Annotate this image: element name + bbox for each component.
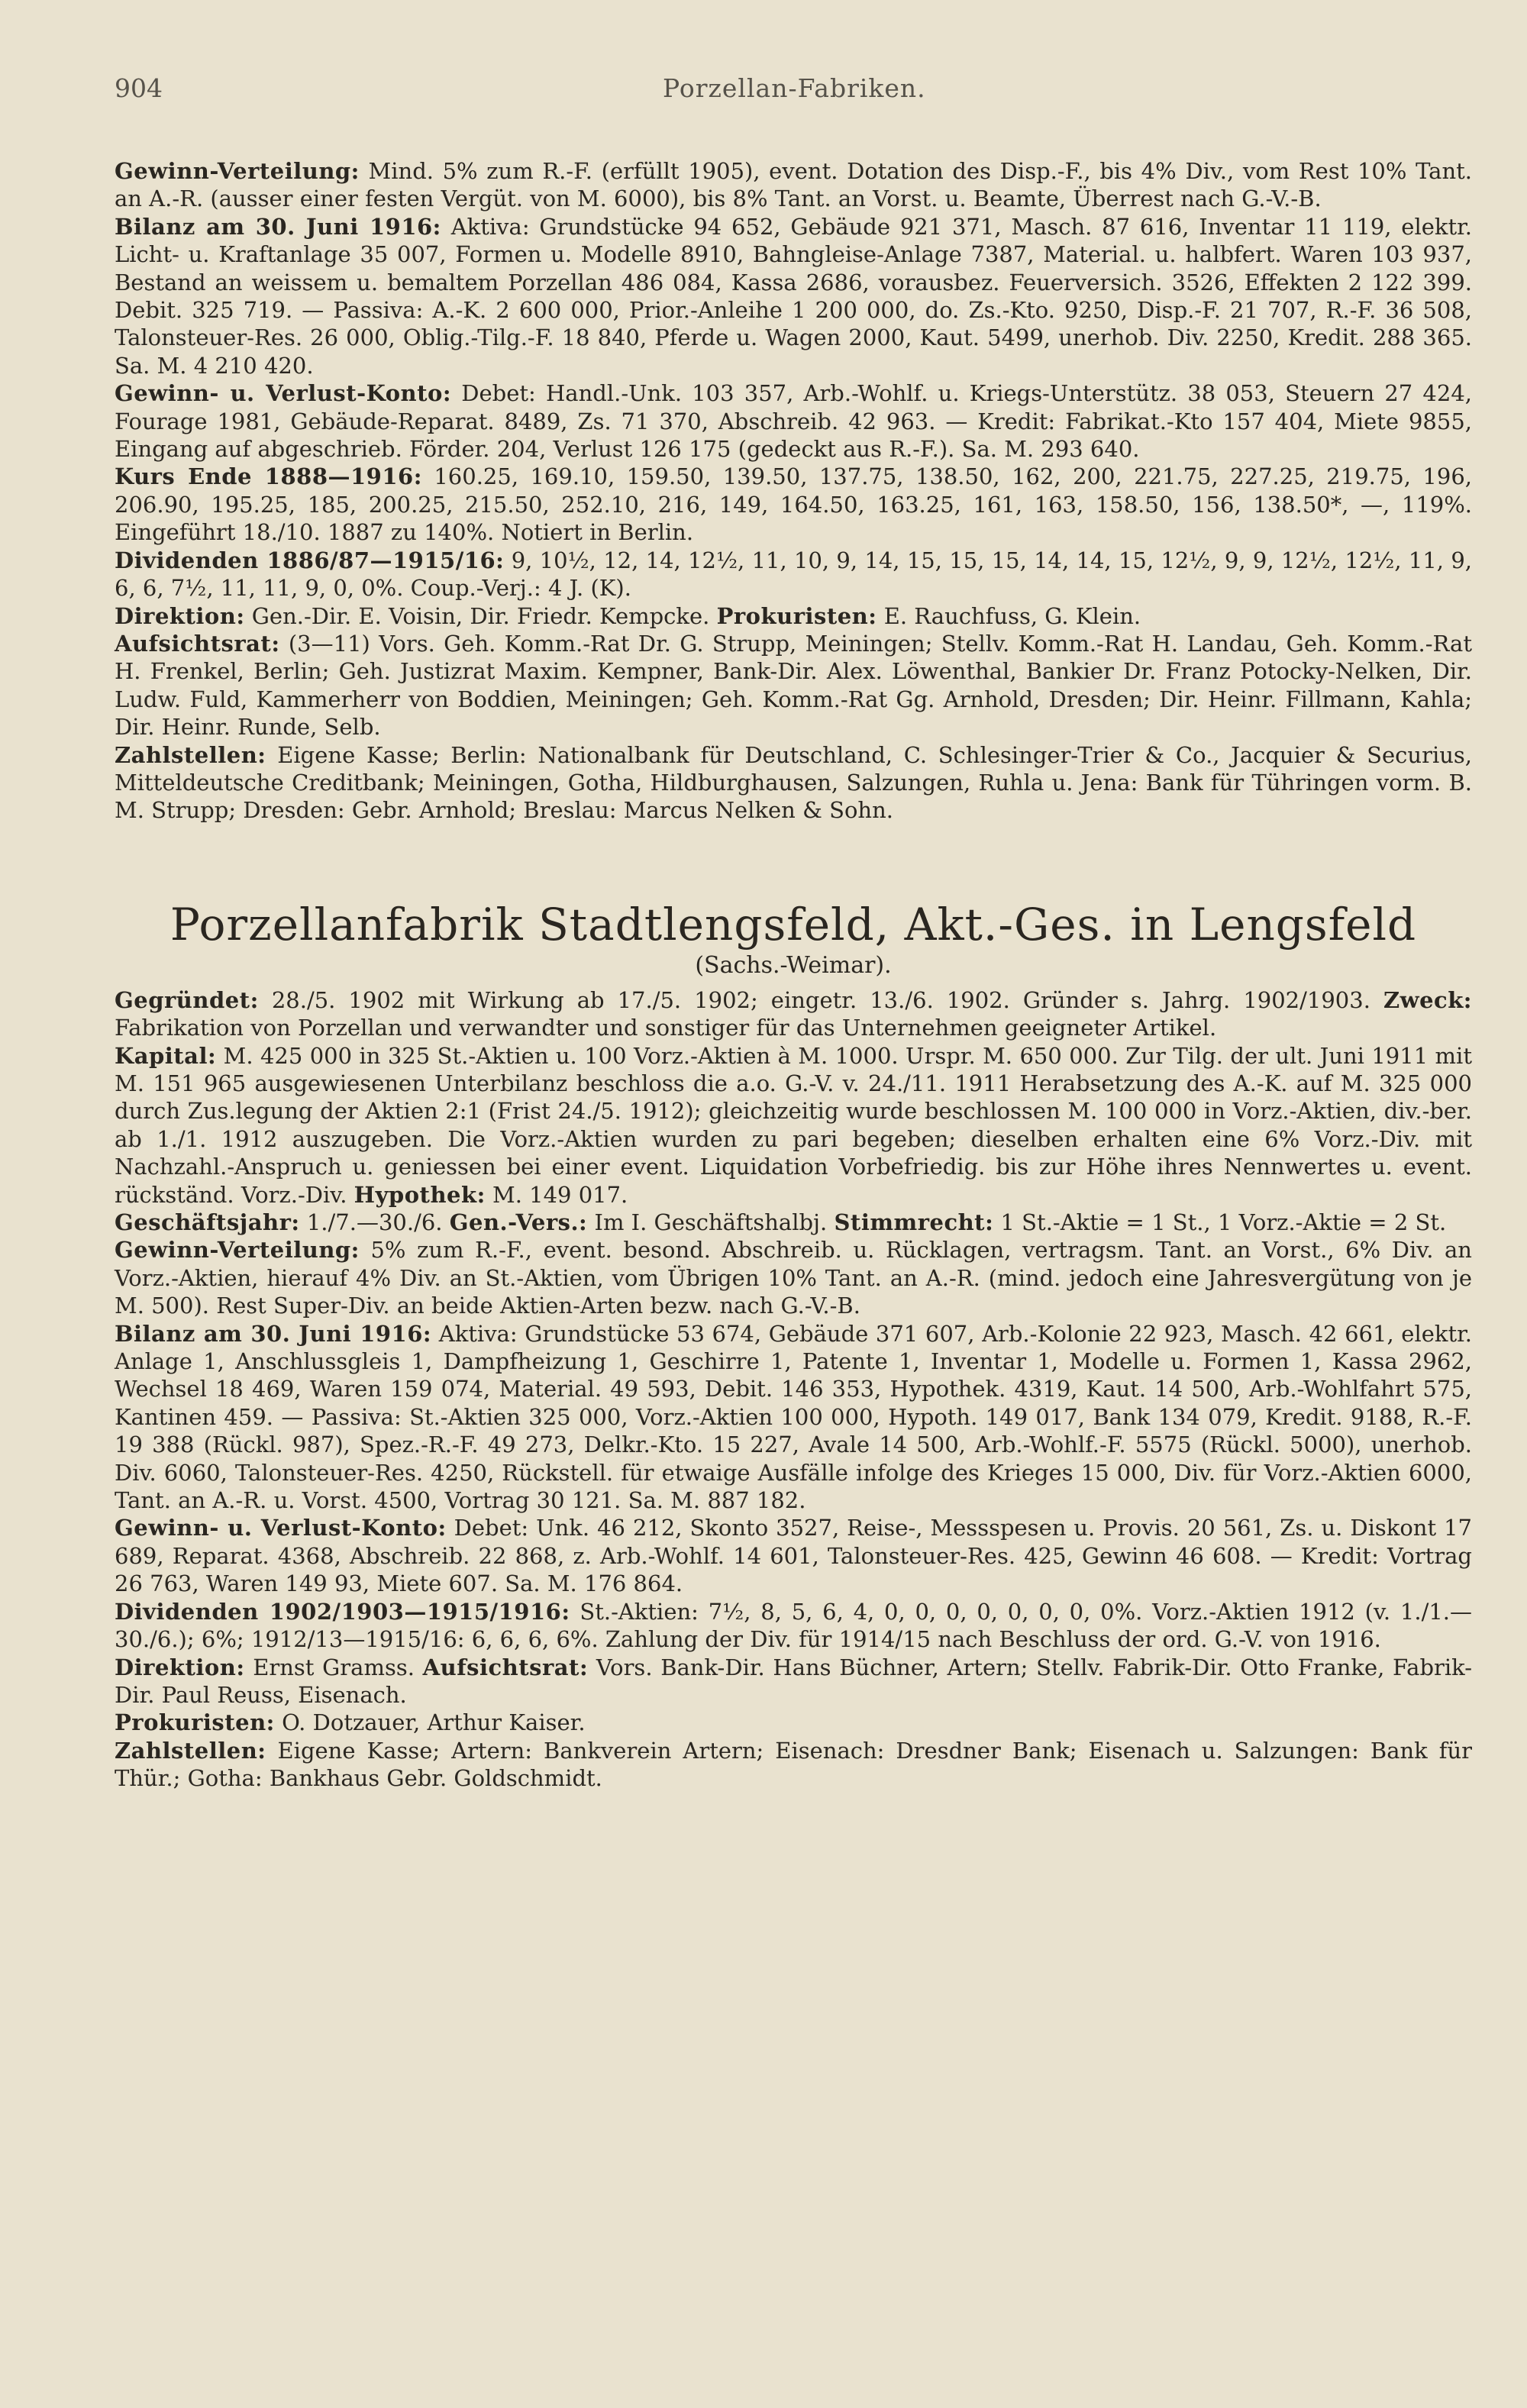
- c2-prok-text: O. Dotzauer, Arthur Kaiser.: [282, 1709, 586, 1736]
- c2-hyp-label: Hypothek:: [354, 1181, 486, 1208]
- c2-div-text: St.-Aktien: 7½, 8, 5, 6, 4, 0, 0, 0, 0, 0, 0, 0, 0%. Vorz.-Aktien 1912 (v. 1./1.—30./6.); 6%; 1912/13—1915/16: 6, 6, 6, 6%. Zahlung der Div. für 1914/15 nach Beschluss der ord. G.-V. von 1916.: [115, 1598, 1473, 1653]
- c2-stimm-label: Stimmrecht:: [834, 1209, 994, 1235]
- c2-gv-text: Debet: Unk. 46 212, Skonto 3527, Reise-, Messspesen u. Provis. 20 561, Zs. u. Diskont 17 689, Reparat. 4368, Abschreib. 22 868, z. Arb.-Wohlf. 14 601, Talonsteuer-Res. 425, Gewinn 46 608. — Kredit: Vortrag 26 763, Waren 149 93, Miete 607. Sa. M. 176 864.: [115, 1515, 1472, 1597]
- c2-prokuristen: [115, 1709, 1472, 1736]
- c1-dividenden: [115, 547, 1472, 602]
- c2-gegruendet: [115, 986, 1472, 1042]
- c2-gewinn-text: 5% zum R.-F., event. besond. Abschreib. u. Rücklagen, vertragsm. Tant. an Vorst., 6% Div. an Vorz.-Aktien, hierauf 4% Div. an St.-Aktien, vom Übrigen 10% Tant. an A.-R. (mind. jedoch eine Jahresvergütung von je M. 500). Rest Super-Div. an beide Aktien-Arten bezw. nach G.-V.-B.: [115, 1237, 1472, 1319]
- c2-dir-text: Ernst Gramss.: [253, 1654, 415, 1680]
- c2-aufs-text: Vors. Bank-Dir. Hans Büchner, Artern; Stellv. Fabrik-Dir. Otto Franke, Fabrik-Dir. Paul Reuss, Eisenach.: [115, 1654, 1473, 1708]
- c1-zahl-text: Eigene Kasse; Berlin: Nationalbank für Deutschland, C. Schlesinger-Trier & Co., Jacquier & Securius, Mitteldeutsche Creditbank; Meiningen, Gotha, Hildburghausen, Salzungen, Ruhla u. Jena: Bank für Tühringen vorm. B. M. Strupp; Dresden: Gebr. Arnhold; Breslau: Marcus Nelken & Sohn.: [115, 741, 1472, 824]
- c2-gegr-label: Gegründet:: [115, 986, 259, 1013]
- c1-gewinn-verteilung: [115, 157, 1472, 213]
- c2-dir-label: Direktion:: [115, 1654, 245, 1680]
- c2-div-label: Dividenden 1902/1903—1915/1916:: [115, 1598, 570, 1625]
- c1-kurs-text: 160.25, 169.10, 159.50, 139.50, 137.75, 138.50, 162, 200, 221.75, 227.25, 219.75, 196, 206.90, 195.25, 185, 200.25, 215.50, 252.10, 216, 149, 164.50, 163.25, 161, 163, 158.50, 156, 138.50*, —, 119%. Eingeführt 18./10. 1887 zu 140%. Notiert in Berlin.: [115, 463, 1473, 546]
- c2-kap-text: M. 425 000 in 325 St.-Aktien u. 100 Vorz.-Aktien à M. 1000. Urspr. M. 650 000. Zur Tilg. der ult. Juni 1911 mit M. 151 965 ausgewiesenen Unterbilanz beschloss die a.o. G.-V. v. 24./11. 1911 Herabsetzung des A.-K. auf M. 325 000 durch Zus.legung der Aktien 2:1 (Frist 24./5. 1912); gleichzeitig wurde beschlossen M. 100 000 in Vorz.-Aktien, div.-ber. ab 1./1. 1912 auszugeben. Die Vorz.-Aktien wurden zu pari begeben; dieselben erhalten eine 6% Vorz.-Div. mit Nachzahl.-Anspruch u. geniessen bei einer event. Liquidation Vorbefriedig. bis zur Höhe ihres Nennwertes u. event. rückständ. Vorz.-Div.: [115, 1042, 1472, 1208]
- c2-gj-label: Geschäftsjahr:: [115, 1209, 300, 1235]
- c1-dir-label: Direktion:: [115, 602, 245, 629]
- c1-gv-label: Gewinn- u. Verlust-Konto:: [115, 380, 452, 407]
- c2-prok-label: Prokuristen:: [115, 1709, 275, 1736]
- c2-gj-text: 1./7.—30./6.: [306, 1209, 443, 1235]
- c1-div-label: Dividenden 1886/87—1915/16:: [115, 547, 505, 573]
- c2-zahl-text: Eigene Kasse; Artern: Bankverein Artern; Eisenach: Dresdner Bank; Eisenach u. Salzungen: Bank für Thür.; Gotha: Bankhaus Gebr. Goldschmidt.: [115, 1737, 1472, 1792]
- c2-genvers-label: Gen.-Vers.:: [449, 1209, 588, 1235]
- c1-zahl-label: Zahlstellen:: [115, 741, 266, 768]
- c2-dividenden: [115, 1598, 1472, 1654]
- c1-aufs-label: Aufsichtsrat:: [115, 630, 280, 657]
- c2-direktion: [115, 1654, 1472, 1709]
- c2-gewinn-label: Gewinn-Verteilung:: [115, 1237, 360, 1264]
- running-title: Porzellan-Fabriken.: [663, 73, 926, 103]
- c2-genvers-text: Im I. Geschäftshalbj.: [594, 1209, 828, 1235]
- c1-kurs: [115, 463, 1472, 546]
- c1-aufsichtsrat: [115, 630, 1472, 741]
- c1-aufs-text: (3—11) Vors. Geh. Komm.-Rat Dr. G. Strupp, Meiningen; Stellv. Komm.-Rat H. Landau, Geh. Komm.-Rat H. Frenkel, Berlin; Geh. Justizrat Maxim. Kempner, Bank-Dir. Alex. Löwenthal, Bankier Dr. Franz Potocky-Nelken, Dir. Ludw. Fuld, Kammerherr von Boddien, Meiningen; Geh. Komm.-Rat Gg. Arnhold, Dresden; Dir. Heinr. Fillmann, Kahla; Dir. Heinr. Runde, Selb.: [115, 630, 1472, 741]
- c2-kap-label: Kapital:: [115, 1042, 217, 1069]
- c1-bilanz-label: Bilanz am 30. Juni 1916:: [115, 213, 441, 240]
- c2-aufs-label: Aufsichtsrat:: [422, 1654, 589, 1680]
- c1-gewinn-verlust: [115, 379, 1472, 463]
- c1-div-text: 9, 10½, 12, 14, 12½, 11, 10, 9, 14, 15, 15, 15, 14, 14, 15, 12½, 9, 9, 12½, 12½, 11, 9, 6, 6, 7½, 11, 11, 9, 0, 0%. Coup.-Verj.: 4 J. (K).: [115, 547, 1473, 602]
- c2-zahl-label: Zahlstellen:: [115, 1737, 266, 1764]
- c2-gv-label: Gewinn- u. Verlust-Konto:: [115, 1515, 447, 1541]
- c1-gv-text: Debet: Handl.-Unk. 103 357, Arb.-Wohlf. u. Kriegs-Unterstütz. 38 053, Steuern 27 424, Fourage 1981, Gebäude-Reparat. 8489, Zs. 71 370, Abschreib. 42 963. — Kredit: Fabrikat.-Kto 157 404, Miete 9855, Eingang auf abgeschrieb. Förder. 204, Verlust 126 175 (gedeckt aus R.-F.). Sa. M. 293 640.: [115, 380, 1472, 463]
- c1-bilanz: [115, 213, 1472, 379]
- c1-dir-text: Gen.-Dir. E. Voisin, Dir. Friedr. Kempcke.: [251, 602, 710, 629]
- c1-zahlstellen: [115, 741, 1472, 825]
- c1-gewinn-label: Gewinn-Verteilung:: [115, 158, 360, 184]
- c2-stimm-text: 1 St.-Aktie = 1 St., 1 Vorz.-Aktie = 2 St.: [1000, 1209, 1447, 1235]
- c2-geschaeftsjahr: [115, 1209, 1472, 1236]
- c1-prok-text: E. Rauchfuss, G. Klein.: [883, 602, 1141, 629]
- c2-bilanz-text: Aktiva: Grundstücke 53 674, Gebäude 371 607, Arb.-Kolonie 22 923, Masch. 42 661, elektr. Anlage 1, Anschlussgleis 1, Dampfheizung 1, Geschirre 1, Patente 1, Inventar 1, Modelle u. Formen 1, Kassa 2962, Wechsel 18 469, Waren 159 074, Material. 49 593, Debit. 146 353, Hypothek. 4319, Kaut. 14 500, Arb.-Wohlfahrt 575, Kantinen 459. — Passiva: St.-Aktien 325 000, Vorz.-Aktien 100 000, Hypoth. 149 017, Bank 134 079, Kredit. 9188, R.-F. 19 388 (Rückl. 987), Spez.-R.-F. 49 273, Delkr.-Kto. 15 227, Avale 14 500, Arb.-Wohlf.-F. 5575 (Rückl. 5000), unerhob. Div. 6060, Talonsteuer-Res. 4250, Rückstell. für etwaige Ausfälle infolge des Krieges 15 000, Div. für Vorz.-Aktien 6000, Tant. an A.-R. u. Vorst. 4500, Vortrag 30 121. Sa. M. 887 182.: [115, 1320, 1473, 1514]
- c2-zweck-text: Fabrikation von Porzellan und verwandter und sonstiger für das Unternehmen geeigneter Artikel.: [115, 1015, 1217, 1041]
- c2-gegr-text: 28./5. 1902 mit Wirkung ab 17./5. 1902; eingetr. 13./6. 1902. Gründer s. Jahrg. 1902/1903.: [271, 986, 1370, 1013]
- c2-bilanz-label: Bilanz am 30. Juni 1916:: [115, 1320, 432, 1347]
- c2-zahlstellen: [115, 1737, 1472, 1793]
- c2-zweck-label: Zweck:: [1383, 986, 1473, 1013]
- company-title: Porzellanfabrik Stadtlengsfeld, Akt.-Ges. in Lengsfeld: [169, 898, 1417, 951]
- page-header: [115, 67, 1472, 113]
- c1-bilanz-text: Aktiva: Grundstücke 94 652, Gebäude 921 371, Masch. 87 616, Inventar 11 119, elektr. Licht- u. Kraftanlage 35 007, Formen u. Modelle 8910, Bahngleise-Anlage 7387, Material. u. halbfert. Waren 103 937, Bestand an weissem u. bemaltem Porzellan 486 084, Kassa 2686, vorausbez. Feuerversich. 3526, Effekten 2 122 399. Debit. 325 719. — Passiva: A.-K. 2 600 000, Prior.-Anleihe 1 200 000, do. Zs.-Kto. 9250, Disp.-F. 21 707, R.-F. 36 508, Talonsteuer-Res. 26 000, Oblig.-Tilg.-F. 18 840, Pferde u. Wagen 2000, Kaut. 5499, unerhob. Div. 2250, Kredit. 288 365. Sa. M. 4 210 420.: [115, 213, 1473, 379]
- company-subtitle: (Sachs.-Weimar).: [695, 951, 892, 979]
- c2-gewinn-verteilung: [115, 1236, 1472, 1319]
- c2-bilanz: [115, 1320, 1472, 1515]
- c1-prok-label: Prokuristen:: [716, 602, 877, 629]
- c1-gewinn-text: Mind. 5% zum R.-F. (erfüllt 1905), event. Dotation des Disp.-F., bis 4% Div., vom Rest 10% Tant. an A.-R. (ausser einer festen Vergüt. von M. 6000), bis 8% Tant. an Vorst. u. Beamte, Überrest nach G.-V.-B.: [115, 158, 1473, 212]
- c2-hyp-text: M. 149 017.: [492, 1181, 628, 1208]
- c2-gewinn-verlust: [115, 1514, 1472, 1597]
- c1-kurs-label: Kurs Ende 1888—1916:: [115, 463, 422, 490]
- c1-direktion: [115, 602, 1472, 630]
- page-number: 904: [115, 73, 163, 103]
- c2-kapital: [115, 1042, 1472, 1209]
